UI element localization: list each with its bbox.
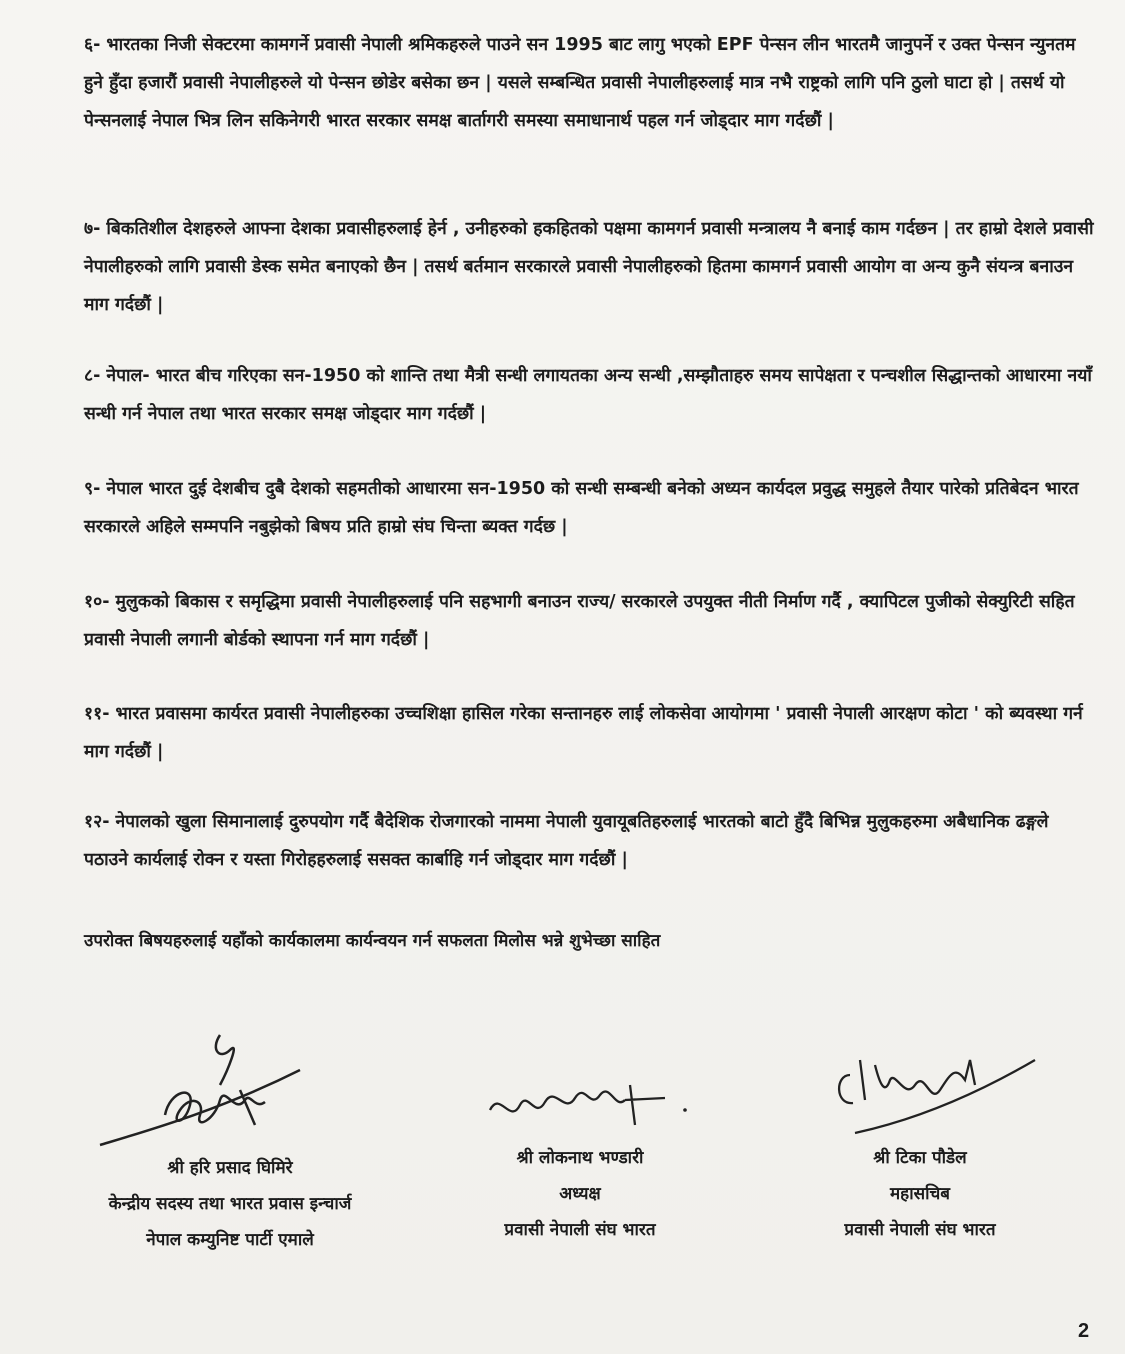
signatory-title: अध्यक्ष (559, 1184, 601, 1204)
point-number: १०- (84, 592, 110, 612)
point-number: ११- (84, 704, 110, 724)
point-text: नेपाल भारत दुई देशबीच दुबै देशको सहमतीको आधारमा सन-1950 को सन्धी सम्बन्धी बनेको अध्यन कार्यदल प्रवुद्ध समुहले तैयार पारेको प्रतिबेदन भारत सरकारले अहिले सम्मपनि नबुझेको बिषय प्रति हाम्रो संघ चिन्ता ब्यक्त गर्दछ | (84, 479, 1079, 537)
signatory-organization: नेपाल कम्युनिष्ट पार्टी एमाले (146, 1230, 314, 1250)
signature-block-1 (60, 1030, 400, 1258)
signatory-name: श्री लोकनाथ भण्डारी (516, 1148, 644, 1168)
closing-wish: उपरोक्त बिषयहरुलाई यहाँको कार्यकालमा कार्यन्वयन गर्न सफलता मिलोस भन्ने शुभेच्छा साहित (84, 931, 661, 951)
signatory-name: श्री टिका पौडेल (873, 1148, 967, 1168)
point-text: भारत प्रवासमा कार्यरत प्रवासी नेपालीहरुका उच्चशिक्षा हासिल गरेका सन्तानहरु लाई लोकसेवा आयोगमा ' प्रवासी नेपाली आरक्षण कोटा ' को ब्यवस्था गर्न माग गर्दछौं | (84, 704, 1083, 762)
point-text: मुलुकको बिकास र समृद्धिमा प्रवासी नेपालीहरुलाई पनि सहभागी बनाउन राज्य/ सरकारले उपयुक्त नीती निर्माण गर्दै , क्यापिटल पुजीको सेक्युरिटी सहित प्रवासी नेपाली लगानी बोर्डको स्थापना गर्न माग गर्दछौं | (84, 592, 1075, 650)
handwritten-signature-3 (795, 1045, 1045, 1140)
point-text: भारतका निजी सेक्टरमा कामगर्ने प्रवासी नेपाली श्रमिकहरुले पाउने सन 1995 बाट लागु भएको EPF पेन्सन लीन भारतमै जानुपर्ने र उक्त पेन्सन न्युनतम हुने हुँदा हजारौं प्रवासी नेपालीहरुले यो पेन्सन छोडेर बसेका छन | यसले सम्बन्धित प्रवासी नेपालीहरुलाई मात्र नभै राष्ट्रको लागि पनि ठुलो घाटा हो | तसर्थ यो पेन्सनलाई नेपाल भित्र लिन सकिनेगरी भारत सरकार समक्ष बार्तागरी समस्या समाधानार्थ पहल गर्न जोड्दार माग गर्दछौं | (84, 35, 1076, 131)
point-text: बिकतिशील देशहरुले आफ्ना देशका प्रवासीहरुलाई हेर्न , उनीहरुको हकहितको पक्षमा कामगर्न प्रवासी मन्त्रालय नै बनाई काम गर्दछन | तर हाम्रो देशले प्रवासी नेपालीहरुको लागि प्रवासी डेस्क समेत बनाएको छैन | तसर्थ बर्तमान सरकारले प्रवासी नेपालीहरुको हितमा कामगर्न प्रवासी आयोग वा अन्य कुनै संयन्त्र बनाउन माग गर्दछौं | (84, 219, 1094, 315)
signatory-organization: प्रवासी नेपाली संघ भारत (504, 1220, 656, 1240)
signature-block-2 (430, 1070, 730, 1248)
handwritten-signature-1 (70, 1030, 390, 1150)
point-number: ८- (84, 366, 101, 386)
signatory-title: केन्द्रीय सदस्य तथा भारत प्रवास इन्चार्ज (108, 1194, 352, 1214)
point-number: ६- (84, 35, 101, 55)
point-number: ९- (84, 479, 101, 499)
point-8 (84, 357, 1094, 433)
point-11 (84, 695, 1094, 771)
point-number: १२- (84, 812, 110, 832)
handwritten-signature-2 (450, 1070, 710, 1140)
signature-block-3 (790, 1045, 1050, 1248)
point-9 (84, 470, 1094, 546)
page-number: 2 (1078, 1320, 1090, 1342)
signatory-title: महासचिब (890, 1184, 950, 1204)
signatory-organization: प्रवासी नेपाली संघ भारत (844, 1220, 996, 1240)
point-text: नेपालको खुला सिमानालाई दुरुपयोग गर्दै बैदेशिक रोजगारको नाममा नेपाली युवायूबतिहरुलाई भारतको बाटो हुँदै बिभिन्न मुलुकहरुमा अबैधानिक ढङ्गले पठाउने कार्यलाई रोक्न र यस्ता गिरोहहरुलाई ससक्त कार्बाहि गर्न जोड्दार माग गर्दछौं | (84, 812, 1049, 870)
point-12 (84, 803, 1094, 879)
point-6 (84, 26, 1094, 140)
point-10 (84, 583, 1094, 659)
signatory-name: श्री हरि प्रसाद घिमिरे (167, 1158, 293, 1178)
point-7 (84, 210, 1094, 324)
point-number: ७- (84, 219, 101, 239)
point-text: नेपाल- भारत बीच गरिएका सन-1950 को शान्ति तथा मैत्री सन्धी लगायतका अन्य सन्धी ,सम्झौताहरु समय सापेक्षता र पन्चशील सिद्धान्तको आधारमा नयाँ सन्धी गर्न नेपाल तथा भारत सरकार समक्ष जोड्दार माग गर्दछौं | (84, 366, 1092, 424)
